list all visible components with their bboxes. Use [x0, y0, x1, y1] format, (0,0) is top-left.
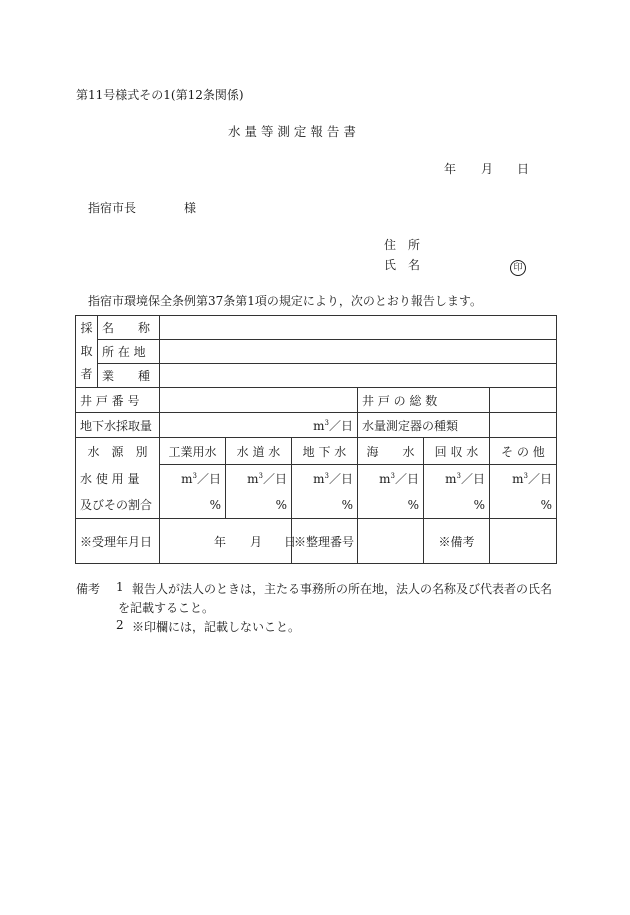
groundwater-row: [76, 413, 557, 438]
note-2-number: 2: [116, 618, 124, 632]
groundwater-amount-field[interactable]: $m^3/$日: [160, 413, 358, 438]
collector-row-address: [76, 340, 557, 364]
receipt-date-field[interactable]: [160, 519, 297, 564]
source-other: そ の 他: [490, 438, 557, 465]
usage-groundwater[interactable]: $m^3/$日: [292, 465, 358, 492]
date-day-label: 日: [517, 162, 530, 176]
ratio-groundwater[interactable]: %: [292, 492, 358, 519]
address-label: 住 所: [384, 238, 421, 252]
meter-type-label: 水量測定器の種類: [358, 413, 490, 438]
usage-other[interactable]: $m^3/$日: [490, 465, 557, 492]
usage-label: 水 使 用 量: [76, 465, 160, 492]
addressee-honorific: 様: [184, 201, 197, 215]
collector-address-field[interactable]: [160, 340, 557, 364]
meter-type-field[interactable]: [490, 413, 557, 438]
well-total-label: 井 戸 の 総 数: [358, 388, 490, 413]
receipt-year: 年: [214, 535, 227, 549]
note-2-text: ※印欄には，記載しないこと。: [132, 620, 301, 634]
groundwater-amount-label: 地下水採取量: [76, 413, 160, 438]
source-label: 水 源 別: [76, 438, 160, 465]
ratio-tap[interactable]: %: [226, 492, 292, 519]
intro-text: 指宿市環境保全条例第37条第1項の規定により，次のとおり報告します。: [88, 294, 482, 308]
collector-row-name: [76, 316, 557, 340]
ratio-other[interactable]: %: [490, 492, 557, 519]
note-1-line-1: 報告人が法人のときは，主たる事務所の所在地，法人の名称及び代表者の氏名: [132, 582, 553, 596]
ratio-label: 及びその割合: [76, 492, 160, 519]
source-recycled: 回 収 水: [424, 438, 490, 465]
note-1-number: 1: [116, 580, 124, 594]
collector-name-field[interactable]: [160, 316, 557, 340]
source-seawater: 海 水: [358, 438, 424, 465]
ratio-recycled[interactable]: %: [424, 492, 490, 519]
ratio-row: [76, 492, 557, 519]
ratio-industrial[interactable]: %: [160, 492, 226, 519]
receipt-month: 月: [250, 535, 263, 549]
date-month-label: 月: [481, 162, 494, 176]
serial-number-label: ※整理番号: [292, 519, 358, 564]
note-1-line-2: を記載すること。: [118, 601, 215, 615]
well-total-field[interactable]: [490, 388, 557, 413]
report-table: [75, 315, 557, 564]
collector-name-label: 名 称: [98, 316, 160, 340]
collector-address-label: 所 在 地: [98, 340, 160, 364]
usage-recycled[interactable]: $m^3/$日: [424, 465, 490, 492]
page-title: 水 量 等 測 定 報 告 書: [228, 124, 356, 139]
date-year-label: 年: [444, 162, 457, 176]
well-number-field[interactable]: [160, 388, 358, 413]
source-tap: 水 道 水: [226, 438, 292, 465]
name-label: 氏 名: [384, 258, 421, 272]
collector-industry-label: 業 種: [98, 364, 160, 388]
source-industrial: 工業用水: [160, 438, 226, 465]
seal-icon: 印: [510, 260, 526, 276]
source-header-row: [76, 438, 557, 465]
notes-label: 備考: [76, 582, 101, 596]
receipt-day: 日: [284, 535, 297, 549]
source-groundwater: 地 下 水: [292, 438, 358, 465]
well-row: [76, 388, 557, 413]
collector-group-label: 採 取 者: [76, 316, 98, 388]
seal-mark: [510, 255, 526, 276]
receipt-date-label: ※受理年月日: [76, 519, 160, 564]
usage-industrial[interactable]: $m^3/$日: [160, 465, 226, 492]
usage-row: [76, 465, 557, 492]
well-number-label: 井 戸 番 号: [76, 388, 160, 413]
usage-tap[interactable]: $m^3/$日: [226, 465, 292, 492]
addressee-name: 指宿市長: [88, 201, 137, 215]
serial-number-field[interactable]: [358, 519, 424, 564]
office-use-row: [76, 519, 557, 564]
office-remarks-label: ※備考: [424, 519, 490, 564]
usage-seawater[interactable]: $m^3/$日: [358, 465, 424, 492]
ratio-seawater[interactable]: %: [358, 492, 424, 519]
form-reference: 第11号様式その1(第12条関係): [76, 88, 244, 102]
collector-industry-field[interactable]: [160, 364, 557, 388]
office-remarks-field[interactable]: [490, 519, 557, 564]
collector-row-industry: [76, 364, 557, 388]
